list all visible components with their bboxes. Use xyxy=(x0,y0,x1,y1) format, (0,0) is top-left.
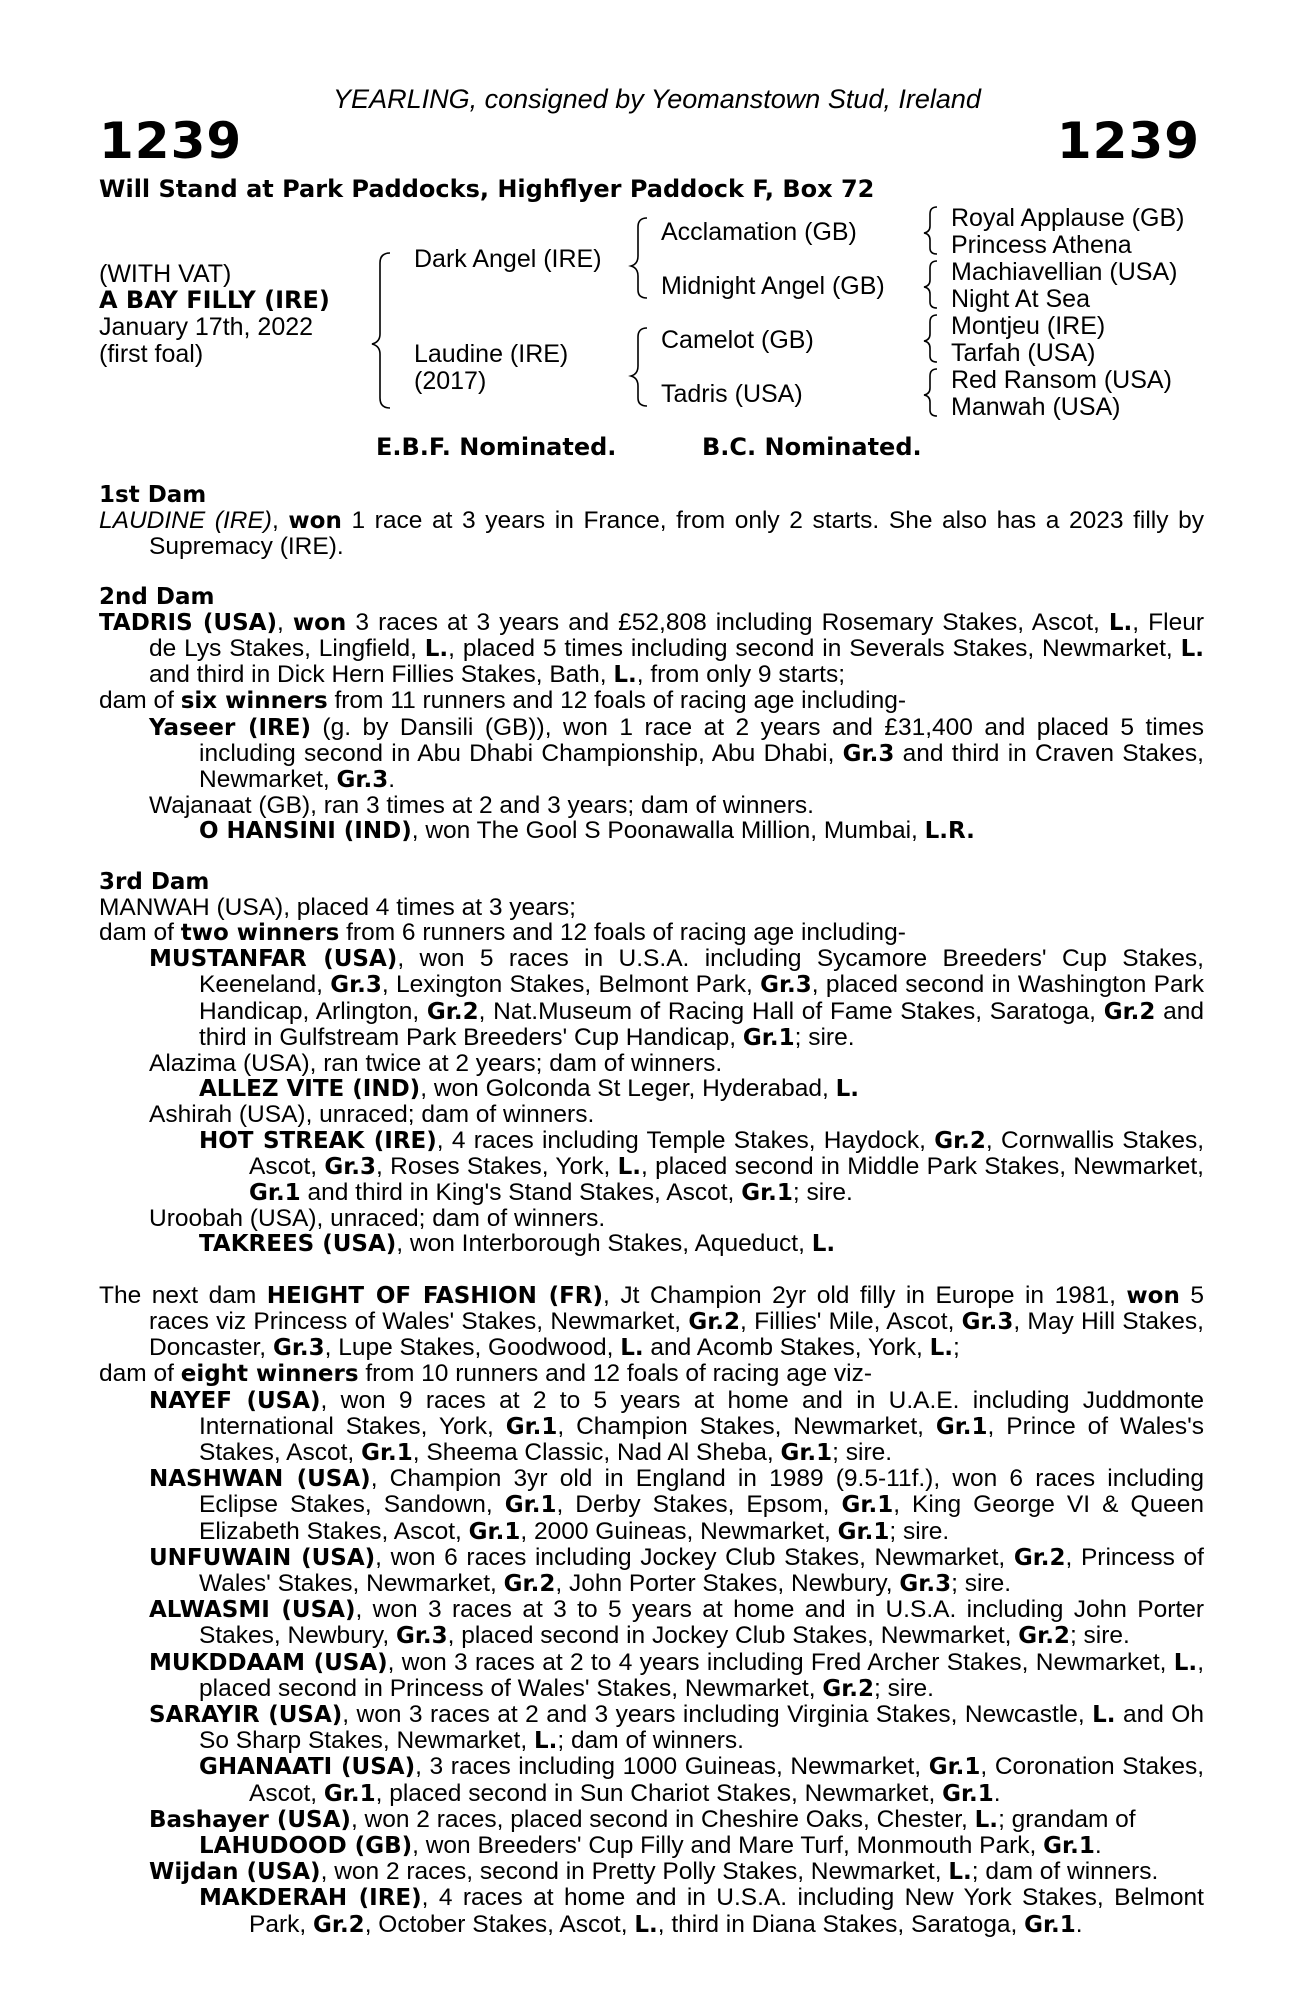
gg-sire-dam-dam: Night At Sea xyxy=(951,285,1090,313)
text-run: , Roses Stakes, York, xyxy=(376,1152,618,1180)
brace-gs3 xyxy=(924,315,937,362)
pedigree-entry xyxy=(99,1231,1204,1257)
pedigree-entry xyxy=(99,895,1204,920)
bold-text: MUKDDAAM (USA) xyxy=(149,1649,388,1676)
gg-dam-sire-dam: Tarfah (USA) xyxy=(951,339,1096,367)
bold-text: L. xyxy=(1180,636,1205,663)
text-run: from 6 runners and 12 foals of racing age including- xyxy=(339,919,906,947)
pedigree-entry xyxy=(99,1361,1204,1387)
text-run: , Nat.Museum of Racing Hall of Fame Stakes, Saratoga, xyxy=(478,997,1104,1025)
bold-text: L. xyxy=(835,1076,860,1103)
text-run: . xyxy=(388,766,396,794)
bold-text: two winners xyxy=(180,920,340,947)
text-run: The next dam xyxy=(99,1281,267,1309)
text-run: from 11 runners and 12 foals of racing age including- xyxy=(327,687,907,715)
bold-text: Gr.2 xyxy=(688,1308,741,1335)
text-run: , Lupe Stakes, Goodwood, xyxy=(324,1334,621,1362)
bold-text: O HANSINI (IND) xyxy=(199,818,412,845)
gg-sire-dam-sire: Machiavellian (USA) xyxy=(951,258,1178,286)
bold-text: Gr.1 xyxy=(468,1518,521,1545)
italic-text: LAUDINE (IRE) xyxy=(99,507,272,535)
stand-location: Will Stand at Park Paddocks, Highflyer Paddock F, Box 72 xyxy=(99,175,875,203)
text-run: ; sire. xyxy=(951,1569,1012,1597)
text-run: , won Breeders' Cup Filly and Mare Turf, Monmouth Park, xyxy=(412,1831,1044,1859)
text-run: and third in Dick Hern Fillies Stakes, Bath, xyxy=(149,661,614,689)
bold-text: L. xyxy=(1092,1701,1116,1728)
lot-number-right: 1239 xyxy=(1056,112,1200,170)
bc-nomination: B.C. Nominated. xyxy=(702,433,922,461)
brace-gs4 xyxy=(924,369,937,416)
text-run: , won Interborough Stakes, Aqueduct, xyxy=(396,1230,812,1258)
bold-text: L. xyxy=(617,1153,642,1180)
section xyxy=(99,585,1204,845)
text-run: , xyxy=(271,507,289,535)
bold-text: Gr.1 xyxy=(942,1780,994,1807)
text-run: , won 2 races, placed second in Cheshire Oaks, Chester, xyxy=(350,1805,975,1833)
bold-text: Gr.1 xyxy=(1024,1911,1076,1938)
pedigree-entry xyxy=(99,1388,1204,1467)
gg-dam-sire-sire: Montjeu (IRE) xyxy=(951,312,1106,340)
bold-text: Bashayer (USA) xyxy=(149,1806,351,1833)
brace-dam xyxy=(631,328,647,406)
pedigree-entry xyxy=(99,1545,1204,1597)
text-run: . xyxy=(1075,1910,1083,1938)
text-run: , Jt Champion 2yr old filly in Europe in 1981, xyxy=(603,1281,1127,1309)
pedigree-entry xyxy=(99,688,1204,714)
text-run: ; dam of winners. xyxy=(557,1727,744,1755)
text-run: ; sire. xyxy=(832,1438,893,1466)
bold-text: Yaseer (IRE) xyxy=(149,714,311,741)
pedigree-entry xyxy=(99,508,1204,559)
text-run: and third in Gulfstream Park Breeders' Cup Handicap, xyxy=(199,997,1204,1051)
text-run: , Sheema Classic, Nad Al Sheba, xyxy=(412,1438,781,1466)
bold-text: Gr.3 xyxy=(899,1570,952,1597)
bold-text: Gr.2 xyxy=(934,1127,986,1154)
section-heading: 2nd Dam xyxy=(99,583,215,610)
bold-text: Gr.2 xyxy=(822,1675,875,1702)
bold-text: MUSTANFAR (USA) xyxy=(149,946,398,973)
pedigree-entry xyxy=(99,1597,1204,1649)
pedigree-entry xyxy=(99,1885,1204,1937)
ebf-nomination: E.B.F. Nominated. xyxy=(376,433,617,461)
text-run: , won Golconda St Leger, Hyderabad, xyxy=(420,1075,836,1103)
dam-sire: Camelot (GB) xyxy=(661,326,814,354)
text-run: ; xyxy=(953,1334,960,1362)
brace-level1 xyxy=(372,253,390,408)
bold-text: Gr.1 xyxy=(741,1180,793,1207)
bold-text: Wijdan (USA) xyxy=(149,1859,321,1886)
text-run: ; sire. xyxy=(874,1674,934,1702)
bold-text: MAKDERAH (IRE) xyxy=(199,1885,422,1912)
pedigree-entry xyxy=(99,715,1204,794)
pedigree-entry xyxy=(99,920,1204,946)
text-run: and Acomb Stakes, York, xyxy=(643,1334,930,1362)
text-run: , King George VI & Queen Elizabeth Stakes, Ascot, xyxy=(199,1491,1205,1545)
bold-text: L. xyxy=(424,636,449,663)
text-run: ; sire. xyxy=(1069,1622,1130,1650)
bold-text: L.R. xyxy=(924,818,975,845)
section xyxy=(99,1283,1204,1938)
bold-text: TADRIS (USA) xyxy=(99,609,277,636)
text-run: from 10 runners and 12 foals of racing age viz- xyxy=(358,1360,872,1388)
text-run: , placed second in Jockey Club Stakes, Newmarket, xyxy=(447,1622,1019,1650)
bold-text: Gr.2 xyxy=(1103,998,1156,1025)
bold-text: Gr.1 xyxy=(505,1413,558,1440)
bold-text: Gr.1 xyxy=(742,1024,795,1051)
text-run: , third in Diana Stakes, Saratoga, xyxy=(657,1910,1025,1938)
bold-text: Gr.3 xyxy=(336,767,389,794)
text-run: , won The Gool S Poonawalla Million, Mumbai, xyxy=(411,817,925,845)
bold-text: Gr.3 xyxy=(324,1153,377,1180)
text-run: . xyxy=(993,1779,1001,1807)
bold-text: won xyxy=(1126,1282,1180,1309)
pedigree-entry xyxy=(99,1702,1204,1754)
section xyxy=(99,483,1204,560)
text-run: 5 races viz Princess of Wales' Stakes, Newmarket, xyxy=(149,1281,1204,1335)
bold-text: Gr.1 xyxy=(1043,1832,1095,1859)
text-run: , Derby Stakes, Epsom, xyxy=(556,1491,842,1519)
bold-text: Gr.3 xyxy=(760,972,812,999)
text-run: dam of xyxy=(99,1360,181,1388)
text-run: , October Stakes, Ascot, xyxy=(364,1910,635,1938)
text-run: ; sire. xyxy=(794,1023,855,1051)
pedigree-entry xyxy=(99,1754,1204,1806)
text-run: , Prince of Wales's Stakes, Ascot, xyxy=(199,1412,1204,1466)
bold-text: L. xyxy=(613,662,637,689)
bold-text: Gr.1 xyxy=(780,1439,833,1466)
bold-text: L. xyxy=(620,1335,644,1362)
bold-text: Gr.1 xyxy=(504,1492,557,1519)
text-run: 1 race at 3 years in France, from only 2 starts. She also has a 2023 filly by Supremacy (IRE). xyxy=(149,507,1204,561)
lot-number-left: 1239 xyxy=(99,112,243,170)
bold-text: HOT STREAK (IRE) xyxy=(199,1127,437,1154)
bold-text: UNFUWAIN (USA) xyxy=(149,1544,376,1571)
text-run: Alazima (USA), ran twice at 2 years; dam of winners. xyxy=(149,1050,723,1078)
text-run: , Princess of Wales' Stakes, Newmarket, xyxy=(199,1543,1204,1597)
bold-text: Gr.1 xyxy=(361,1439,413,1466)
text-run: Wajanaat (GB), ran 3 times at 2 and 3 years; dam of winners. xyxy=(149,792,814,820)
text-run: , placed second in Princess of Wales' Stakes, Newmarket, xyxy=(199,1648,1204,1702)
text-run: , 4 races including Temple Stakes, Haydock, xyxy=(436,1126,935,1154)
text-run: , Lexington Stakes, Belmont Park, xyxy=(381,971,761,999)
pedigree-entry xyxy=(99,1076,1204,1102)
bold-text: L. xyxy=(634,1911,658,1938)
text-run: , won 3 races at 2 and 3 years including Virginia Stakes, Newcastle, xyxy=(342,1700,1093,1728)
text-run: , won 3 races at 3 to 5 years at home and in U.S.A. including John Porter Stakes, Newbury, xyxy=(199,1596,1205,1650)
gg-sire-sire-sire: Royal Applause (GB) xyxy=(951,204,1185,232)
bold-text: GHANAATI (USA) xyxy=(199,1754,416,1781)
text-run: , placed 5 times including second in Severals Stakes, Newmarket, xyxy=(448,635,1181,663)
text-run: , from only 9 starts; xyxy=(636,661,846,689)
bold-text: six winners xyxy=(180,688,328,715)
bold-text: ALWASMI (USA) xyxy=(149,1597,356,1624)
bold-text: NASHWAN (USA) xyxy=(149,1466,371,1493)
bold-text: L. xyxy=(974,1806,999,1833)
pedigree-entry xyxy=(99,1051,1204,1076)
sire: Dark Angel (IRE) xyxy=(414,245,602,273)
bold-text: L. xyxy=(929,1335,954,1362)
bold-text: L. xyxy=(533,1728,558,1755)
bold-text: NAYEF (USA) xyxy=(149,1387,321,1414)
text-run: , xyxy=(276,608,293,636)
pedigree-entry xyxy=(99,1206,1204,1231)
text-run: , 4 races at home and in U.S.A. including New York Stakes, Belmont Park, xyxy=(249,1884,1204,1938)
dam-year: (2017) xyxy=(414,367,487,395)
text-run: , won 2 races, second in Pretty Polly Stakes, Newmarket, xyxy=(320,1858,949,1886)
bold-text: Gr.3 xyxy=(395,1623,448,1650)
text-run: dam of xyxy=(99,687,181,715)
pedigree-entry xyxy=(99,1833,1204,1859)
bold-text: Gr.1 xyxy=(323,1780,376,1807)
text-run: , 2000 Guineas, Newmarket, xyxy=(520,1517,838,1545)
bold-text: Gr.2 xyxy=(313,1911,365,1938)
text-run: Ashirah (USA), unraced; dam of winners. xyxy=(149,1101,595,1129)
bold-text: Gr.2 xyxy=(503,1570,556,1597)
text-run: , placed second in Washington Park Handicap, Arlington, xyxy=(199,971,1204,1025)
section-heading: 1st Dam xyxy=(99,482,207,508)
bold-text: won xyxy=(288,508,342,535)
bold-text: ALLEZ VITE (IND) xyxy=(199,1076,421,1103)
foal-note: (first foal) xyxy=(99,340,204,368)
text-run: ; dam of winners. xyxy=(971,1858,1159,1886)
bold-text: LAHUDOOD (GB) xyxy=(199,1832,413,1859)
text-run: ; grandam of xyxy=(998,1805,1136,1833)
gg-sire-sire-dam: Princess Athena xyxy=(951,231,1132,259)
pedigree-entry xyxy=(99,793,1204,818)
brace-gs1 xyxy=(924,207,937,254)
foaling-date: January 17th, 2022 xyxy=(99,313,314,341)
text-run: , May Hill Stakes, Doncaster, xyxy=(149,1307,1204,1362)
pedigree-entry xyxy=(99,1859,1204,1885)
text-run: , Fleur de Lys Stakes, Lingfield, xyxy=(149,608,1204,663)
bold-text: Gr.3 xyxy=(961,1308,1014,1335)
bold-text: Gr.3 xyxy=(272,1335,325,1362)
bold-text: Gr.2 xyxy=(426,998,479,1025)
text-run: ; sire. xyxy=(889,1517,950,1545)
pedigree-entry xyxy=(99,1283,1204,1362)
bold-text: HEIGHT OF FASHION (FR) xyxy=(266,1282,604,1309)
text-run: and third in Craven Stakes, Newmarket, xyxy=(199,739,1204,794)
text-run: dam of xyxy=(99,919,181,947)
bold-text: L. xyxy=(1108,609,1133,636)
bold-text: L. xyxy=(811,1231,836,1258)
consignment-line: YEARLING, consigned by Yeomanstown Stud, Ireland xyxy=(333,84,981,114)
produce-record xyxy=(99,483,1204,1938)
pedigree-entry xyxy=(99,1466,1204,1545)
bold-text: won xyxy=(292,609,347,636)
bold-text: Gr.1 xyxy=(837,1518,890,1545)
pedigree-entry xyxy=(99,1650,1204,1702)
bold-text: L. xyxy=(1173,1649,1198,1676)
text-run: , John Porter Stakes, Newbury, xyxy=(555,1569,900,1597)
pedigree-entry xyxy=(99,1102,1204,1127)
text-run: 3 races at 3 years and £52,808 including Rosemary Stakes, Ascot, xyxy=(346,608,1109,636)
gg-dam-dam-sire: Red Ransom (USA) xyxy=(951,366,1172,394)
bold-text: L. xyxy=(948,1859,972,1886)
horse-name: A BAY FILLY (IRE) xyxy=(99,286,330,314)
text-run: Uroobah (USA), unraced; dam of winners. xyxy=(149,1205,606,1233)
section xyxy=(99,870,1204,1258)
sire-dam: Midnight Angel (GB) xyxy=(661,272,885,300)
pedigree-entry xyxy=(99,1807,1204,1833)
bold-text: Gr.1 xyxy=(928,1754,981,1781)
pedigree-entry xyxy=(99,946,1204,1051)
bold-text: Gr.1 xyxy=(935,1413,988,1440)
text-run: , Coronation Stakes, Ascot, xyxy=(249,1753,1204,1807)
text-run: and third in King's Stand Stakes, Ascot, xyxy=(300,1179,742,1207)
gg-dam-dam-dam: Manwah (USA) xyxy=(951,393,1121,421)
bold-text: Gr.1 xyxy=(841,1492,894,1519)
pedigree-entry xyxy=(99,818,1204,844)
bold-text: eight winners xyxy=(180,1361,359,1388)
bold-text: Gr.1 xyxy=(249,1180,301,1207)
pedigree-entry xyxy=(99,1128,1204,1207)
text-run: , Champion 3yr old in England in 1989 (9.5-11f.), won 6 races including Eclipse Stakes, Sandown, xyxy=(199,1465,1204,1519)
bold-text: TAKREES (USA) xyxy=(199,1231,397,1258)
text-run: , won 3 races at 2 to 4 years including Fred Archer Stakes, Newmarket, xyxy=(387,1648,1174,1676)
text-run: ; sire. xyxy=(792,1179,853,1207)
text-run: , placed second in Middle Park Stakes, Newmarket, xyxy=(641,1152,1204,1180)
text-run: (g. by Dansili (GB)), won 1 race at 2 years and £31,400 and placed 5 times including second in Abu Dhabi Championship, Abu Dhabi, xyxy=(199,713,1204,767)
section-heading: 3rd Dam xyxy=(99,868,210,895)
text-run: , won 9 races at 2 to 5 years at home and in U.A.E. including Juddmonte International Stakes, York, xyxy=(199,1386,1204,1440)
sire-sire: Acclamation (GB) xyxy=(661,218,857,246)
text-run: , won 5 races in U.S.A. including Sycamore Breeders' Cup Stakes, Keeneland, xyxy=(199,945,1204,999)
text-run: , won 6 races including Jockey Club Stakes, Newmarket, xyxy=(375,1543,1014,1571)
text-run: , Cornwallis Stakes, Ascot, xyxy=(249,1126,1204,1180)
bold-text: Gr.3 xyxy=(330,972,382,999)
text-run: MANWAH (USA), placed 4 times at 3 years; xyxy=(99,893,576,921)
brace-sire xyxy=(631,218,647,298)
vat-note: (WITH VAT) xyxy=(99,260,232,288)
bold-text: SARAYIR (USA) xyxy=(149,1701,343,1728)
bold-text: Gr.2 xyxy=(1018,1623,1070,1650)
bold-text: Gr.2 xyxy=(1013,1544,1066,1571)
text-run: . xyxy=(1094,1831,1102,1859)
text-run: , Fillies' Mile, Ascot, xyxy=(740,1307,962,1335)
text-run: , placed second in Sun Chariot Stakes, Newmarket, xyxy=(375,1779,943,1807)
dam-dam: Tadris (USA) xyxy=(661,380,803,408)
bold-text: Gr.3 xyxy=(842,740,895,767)
text-run: , 3 races including 1000 Guineas, Newmarket, xyxy=(415,1753,929,1781)
text-run: , Champion Stakes, Newmarket, xyxy=(557,1412,936,1440)
dam: Laudine (IRE) xyxy=(414,340,569,368)
brace-gs2 xyxy=(924,261,937,308)
text-run: and Oh So Sharp Stakes, Newmarket, xyxy=(199,1700,1204,1755)
pedigree-entry xyxy=(99,610,1204,689)
